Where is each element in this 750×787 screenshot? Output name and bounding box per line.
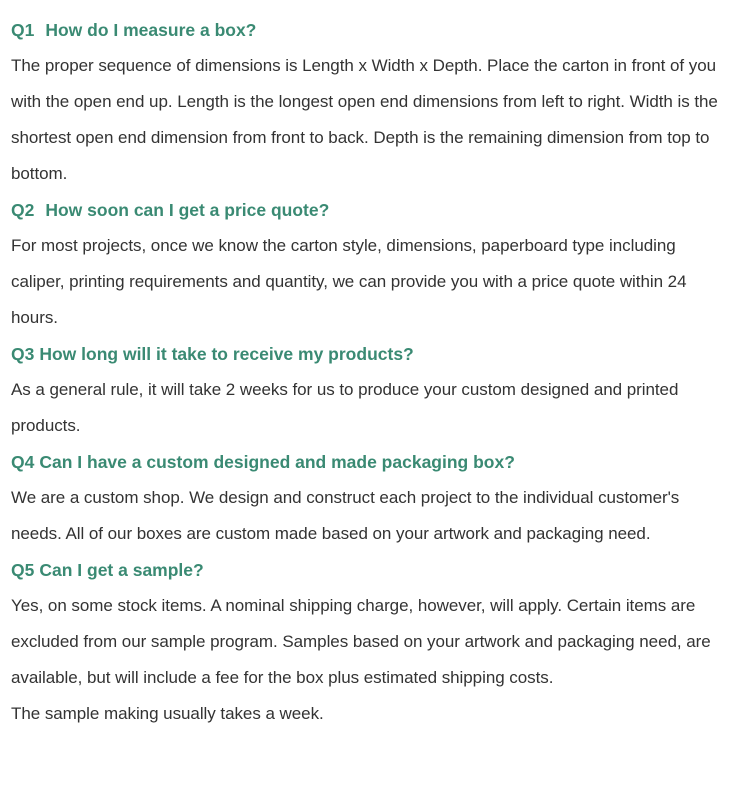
answer-line: available, but will include a fee for the box plus estimated shipping costs. bbox=[11, 668, 554, 687]
question-number: Q5 bbox=[11, 560, 35, 580]
question-text: How soon can I get a price quote? bbox=[45, 200, 330, 220]
answer-line: hours. bbox=[11, 308, 58, 327]
faq-answer-q1 bbox=[11, 48, 746, 192]
answer-line: products. bbox=[11, 416, 81, 435]
faq-question-q2 bbox=[11, 192, 746, 228]
answer-line: We are a custom shop. We design and construct each project to the individual customer's bbox=[11, 488, 680, 507]
answer-line: Yes, on some stock items. A nominal shipping charge, however, will apply. Certain items are bbox=[11, 596, 696, 615]
answer-line: As a general rule, it will take 2 weeks for us to produce your custom designed and printed bbox=[11, 380, 679, 399]
question-number: Q3 bbox=[11, 344, 35, 364]
faq-item-q3 bbox=[11, 336, 746, 444]
question-text: Can I have a custom designed and made packaging box? bbox=[39, 452, 515, 472]
faq-question-q3 bbox=[11, 336, 746, 372]
faq-item-q4 bbox=[11, 444, 746, 552]
faq-item-q1 bbox=[11, 12, 746, 192]
faq-item-q2 bbox=[11, 192, 746, 336]
answer-line: The sample making usually takes a week. bbox=[11, 704, 324, 723]
faq-answer-q4 bbox=[11, 480, 746, 552]
faq-question-q4 bbox=[11, 444, 746, 480]
faq-question-q5 bbox=[11, 552, 746, 588]
faq-answer-q5 bbox=[11, 588, 746, 732]
faq-answer-q3 bbox=[11, 372, 746, 444]
question-number: Q4 bbox=[11, 452, 35, 472]
faq-question-q1 bbox=[11, 12, 746, 48]
question-number: Q2 bbox=[11, 200, 35, 220]
question-text: How long will it take to receive my products? bbox=[39, 344, 414, 364]
answer-line: The proper sequence of dimensions is Length x Width x Depth. Place the carton in front of you bbox=[11, 56, 717, 75]
answer-line: with the open end up. Length is the longest open end dimensions from left to right. Width is the bbox=[11, 92, 718, 111]
answer-line: bottom. bbox=[11, 164, 68, 183]
answer-line: shortest open end dimension from front to back. Depth is the remaining dimension from top to bbox=[11, 128, 710, 147]
answer-line: needs. All of our boxes are custom made based on your artwork and packaging need. bbox=[11, 524, 651, 543]
question-text: Can I get a sample? bbox=[39, 560, 204, 580]
question-text: How do I measure a box? bbox=[45, 20, 257, 40]
answer-line: caliper, printing requirements and quantity, we can provide you with a price quote within 24 bbox=[11, 272, 687, 291]
faq-list bbox=[11, 12, 746, 732]
answer-line: excluded from our sample program. Samples based on your artwork and packaging need, are bbox=[11, 632, 711, 651]
question-number: Q1 bbox=[11, 20, 35, 40]
answer-line: For most projects, once we know the carton style, dimensions, paperboard type including bbox=[11, 236, 676, 255]
faq-answer-q2 bbox=[11, 228, 746, 336]
faq-item-q5 bbox=[11, 552, 746, 732]
